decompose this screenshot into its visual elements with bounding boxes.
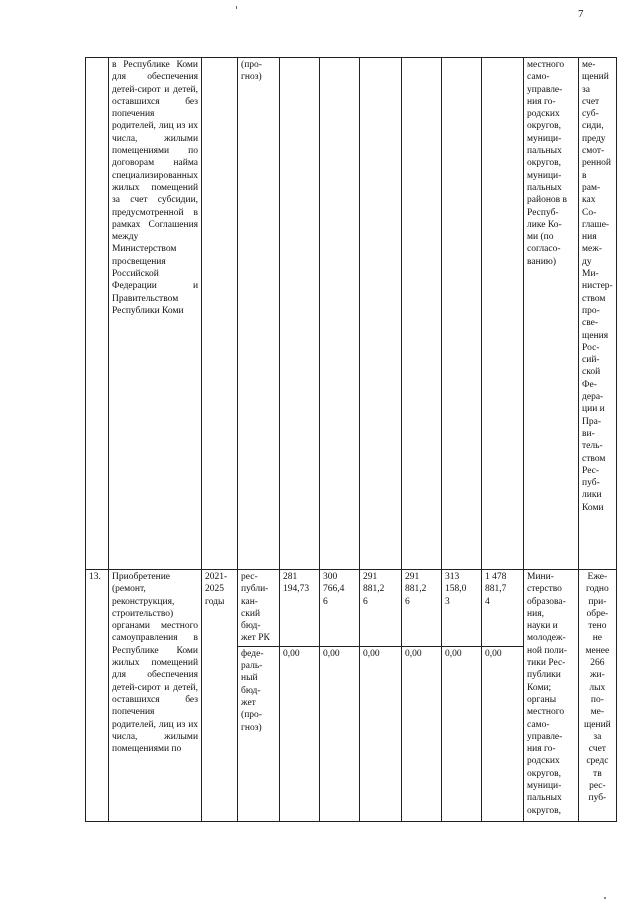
table-row <box>86 58 617 570</box>
cell-value: 281 194,73 <box>280 570 320 647</box>
cell-executor: местного само- управле- ния го- родских округов, муници- пальных округов, муници- пальных районов в Респуб- лике Ко- ми (по согласо- ванию) <box>524 58 579 570</box>
cell-source: рес- публи- кан- ский бюд- жет РК <box>238 570 280 647</box>
cell-total: 0,00 <box>482 646 524 821</box>
cell-value <box>280 58 320 570</box>
cell-value <box>442 58 482 570</box>
cell-value <box>320 58 360 570</box>
cell-source: феде- раль- ный бюд- жет (про- гноз) <box>238 646 280 821</box>
cell-name: в Республике Коми для обеспечения детей-сирот и детей, оставшихся без попечения родителей, лиц из их числа, жилыми помещениями по договорам найма специализированных жилых помещений за счет субсидии, предусмотренной в рамках Соглашения между Министерством просвещения Российской Федерации и Правительством Республики Коми <box>109 58 202 570</box>
cell-term: 2021- 2025 годы <box>202 570 238 822</box>
page-number: 7 <box>578 8 584 20</box>
cell-value <box>402 58 442 570</box>
cell-value: 0,00 <box>402 646 442 821</box>
cell-value: 0,00 <box>320 646 360 821</box>
cell-num <box>86 58 109 570</box>
cell-value: 313 158,0 3 <box>442 570 482 647</box>
cell-source: (про- гноз) <box>238 58 280 570</box>
cell-value: 291 881,2 6 <box>402 570 442 647</box>
cell-result: Еже- годно при- обре- тено не менее 266 жи- лых по- ме- щений за счет средс тв рес- пуб- <box>579 570 617 822</box>
cell-result: ме- щений за счет суб- сиди, преду смот- ренной в рам- ках Со- глаше- ния меж- ду Ми- нистер- ством про- све- щения Рос- сий- ской Фе- дера- ции и Пра- ви- тель- ством Рес- пуб- лики Коми <box>579 58 617 570</box>
cell-total <box>482 58 524 570</box>
cell-value: 0,00 <box>280 646 320 821</box>
cell-value <box>360 58 402 570</box>
cell-value: 291 881,2 6 <box>360 570 402 647</box>
cell-value: 0,00 <box>360 646 402 821</box>
cell-name: Приобретение (ремонт, реконструкция, строительство) органами местного самоуправления в Республике Коми жилых помещений для обеспечения детей-сирот и детей, оставшихся без попечения родителей, лиц из их числа, жилыми помещениями по <box>109 570 202 822</box>
scan-mark <box>236 6 237 9</box>
program-table <box>85 57 617 822</box>
cell-value: 300 766,4 6 <box>320 570 360 647</box>
cell-num: 13. <box>86 570 109 822</box>
table-row <box>86 570 617 647</box>
cell-executor: Мини- стерство образова- ния, науки и молодеж- ной поли- тики Рес- публики Коми; органы местного само- управле- ния го- родских округов, муници- пальных округов, <box>524 570 579 822</box>
cell-total: 1 478 881,7 4 <box>482 570 524 647</box>
cell-term <box>202 58 238 570</box>
scan-mark <box>604 897 606 899</box>
cell-value: 0,00 <box>442 646 482 821</box>
